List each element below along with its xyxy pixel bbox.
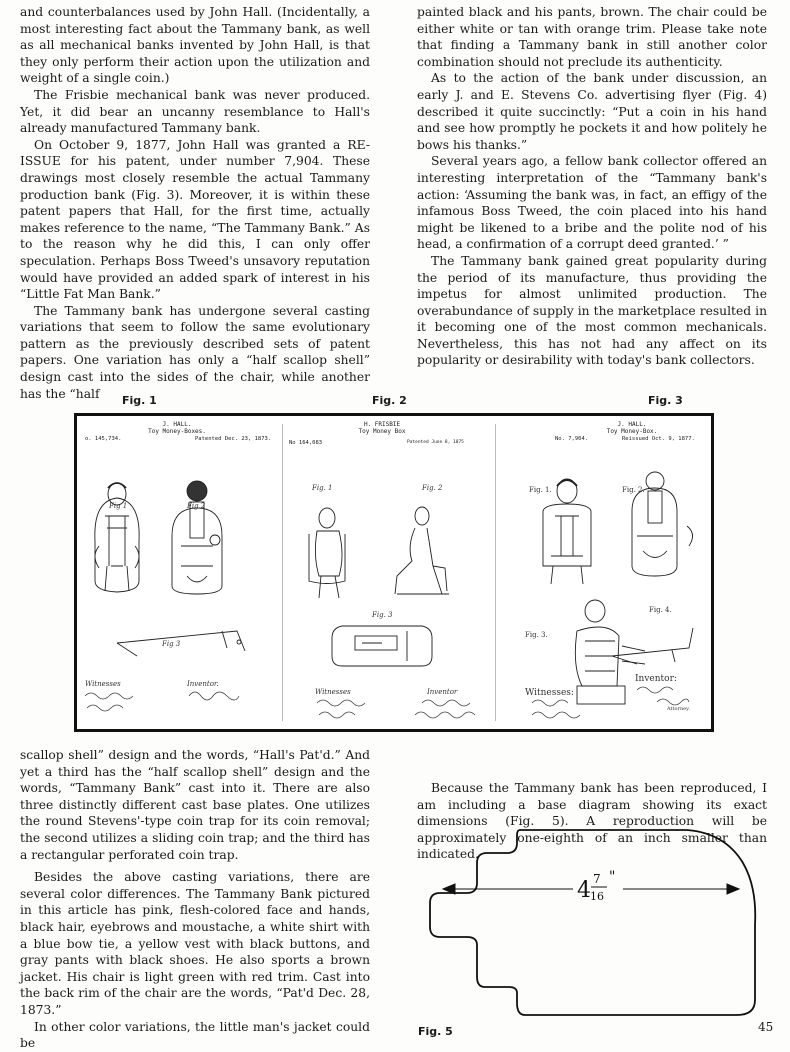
patent3-inventor: J. HALL. bbox=[617, 421, 647, 428]
patent2-fig2-marker: Fig. 2 bbox=[422, 484, 443, 492]
patent3-inventor-label: Inventor: bbox=[635, 674, 677, 684]
page-number: 45 bbox=[758, 1020, 774, 1034]
patent2-date: Patented June 8, 1875 bbox=[407, 440, 464, 445]
patent1-number: o. 145,734. bbox=[85, 436, 122, 442]
paragraph: The Tammany bank has undergone several casting variations that seem to follow the same evolutionary pattern as the previously described sets of patent papers. One variation has only a “half scallop shell” design cast into the sides of the chair, while another has the “half bbox=[20, 303, 370, 401]
patent1-fig1-marker: Fig 1 bbox=[109, 502, 128, 510]
patent2-witnesses-label: Witnesses bbox=[315, 688, 351, 696]
figure-label-5: Fig. 5 bbox=[418, 1025, 453, 1038]
paragraph: and counterbalances used by John Hall. (Incidentally, a most interesting fact about the Tammany bank, as well as all mechanical banks invented by John Hall, is that they only perform their action upon the utilization and weight of a single coin.) bbox=[20, 5, 370, 86]
patent1-fig2-marker: Fig 2 bbox=[187, 502, 206, 510]
dimension-numerator: 7 bbox=[593, 872, 601, 886]
base-outline bbox=[430, 830, 755, 1015]
patent2-number: No 164,083 bbox=[289, 440, 323, 446]
patent3-fig3-marker: Fig. 3. bbox=[525, 631, 548, 639]
patent1-date: Patented Dec. 23, 1873. bbox=[195, 436, 272, 442]
patent3-number: No. 7,904. bbox=[555, 436, 589, 442]
paragraph: scallop shell” design and the words, “Hall's Pat'd.” And yet a third has the “half scallop shell” design and the words, “Tammany Bank” cast into it. There are also three distinctly different cast base plates. One utilizes the round Stevens'-type coin trap for its coin removal; the second utilizes a sliding coin trap; and the third has a rectangular perforated coin trap. bbox=[20, 748, 370, 862]
inch-mark: " bbox=[609, 869, 616, 885]
patent1-title: Toy Money-Boxes. bbox=[148, 428, 206, 435]
patent2-title: Toy Money Box bbox=[358, 428, 406, 435]
figure-label-2: Fig. 2 bbox=[372, 394, 407, 407]
patent1-fig3-marker: Fig 3 bbox=[162, 640, 181, 648]
text-column-top-left bbox=[20, 4, 370, 402]
patent3-fig2-marker: Fig. 2. bbox=[622, 486, 645, 494]
paragraph: Because the Tammany bank has been reproduced, I am including a base diagram showing its exact dimensions (Fig. 5). A reproduction will be approximately one-eighth of an inch smaller than indicated. bbox=[417, 781, 767, 862]
handwritten-signatures bbox=[77, 416, 705, 723]
paragraph: The Frisbie mechanical bank was never produced. Yet, it did bear an uncanny resemblance to Hall's already manufactured Tammany bank. bbox=[20, 87, 370, 136]
dimension-denominator: 16 bbox=[590, 890, 604, 903]
patent3-title: Toy Money-Box. bbox=[606, 428, 658, 435]
patent1-witnesses-label: Witnesses bbox=[85, 680, 121, 688]
patent2-fig3-marker: Fig. 3 bbox=[372, 611, 393, 619]
patent3-fig4-marker: Fig. 4. bbox=[649, 606, 672, 614]
paragraph: On October 9, 1877, John Hall was granted a RE-ISSUE for his patent, under number 7,904. These drawings most closely resemble the actual Tammany production bank (Fig. 3). Moreover, it is within these patent papers that Hall, for the first time, actually makes reference to the name, “The Tammany Bank.” As to the reason why he did this, I can only offer speculation. Perhaps Boss Tweed's unsavory reputation would have provided an added spark of interest in his “Little Fat Man Bank.” bbox=[20, 137, 370, 302]
patent2-inventor-label: Inventor bbox=[427, 688, 458, 696]
text-column-top-right bbox=[417, 4, 767, 369]
paragraph: The Tammany bank gained great popularity during the period of its manufacture, thus providing the impetus for almost unlimited production. The overabundance of supply in the marketplace resulted in it becoming one of the most common mechanicals. Nevertheless, this has not had any affect on its popularity or desirability with today's bank collectors. bbox=[417, 253, 767, 368]
patent1-inventor-label: Inventor. bbox=[187, 680, 219, 688]
patent3-attorney-label: Attorney. bbox=[667, 706, 690, 712]
figure-label-3: Fig. 3 bbox=[648, 394, 683, 407]
base-outline-diagram bbox=[425, 825, 765, 1020]
patent2-fig1-marker: Fig. 1 bbox=[312, 484, 333, 492]
patent2-inventor: H. FRISBIE bbox=[363, 421, 401, 428]
text-column-bottom-left bbox=[20, 747, 370, 1052]
patent1-inventor: J. HALL. bbox=[162, 421, 192, 428]
dimension-label: 4 bbox=[577, 878, 591, 903]
patent3-fig1-marker: Fig. 1. bbox=[529, 486, 552, 494]
paragraph: painted black and his pants, brown. The chair could be either white or tan with orange trim. Please take note that finding a Tammany bank in still another color combination should not preclude its authenticity. bbox=[417, 5, 767, 69]
patent3-date: Reissued Oct. 9, 1877. bbox=[622, 436, 695, 442]
patent3-witnesses-label: Witnesses: bbox=[525, 688, 574, 698]
paragraph: As to the action of the bank under discussion, an early J. and E. Stevens Co. advertising flyer (Fig. 4) described it quite succinctly: “Put a coin in his hand and see how promptly he pockets it and how politely he bows his thanks.” bbox=[417, 71, 767, 152]
arrow-right-icon bbox=[727, 884, 739, 894]
patent-figure-panel bbox=[74, 413, 714, 732]
paragraph: Several years ago, a fellow bank collector offered an interesting interpretation of the “Tammany bank's action: ‘Assuming the bank was, in fact, an effigy of the infamous Boss Tweed, the coin placed into his hand might be likened to a bribe and the polite nod of his head, a confirmation of a corrupt deed granted.’ ” bbox=[417, 154, 767, 252]
figure-label-1: Fig. 1 bbox=[122, 394, 157, 407]
paragraph: Besides the above casting variations, there are several color differences. The Tammany Bank pictured in this article has pink, flesh-colored face and hands, black hair, eyebrows and moustache, a white shirt with a blue bow tie, a yellow vest with black buttons, and gray pants with black shoes. He also sports a brown jacket. His chair is light green with red trim. Cast into the back rim of the chair are the words, “Pat'd Dec. 28, 1873.” bbox=[20, 870, 370, 1017]
paragraph: In other color variations, the little man's jacket could be bbox=[20, 1019, 370, 1051]
